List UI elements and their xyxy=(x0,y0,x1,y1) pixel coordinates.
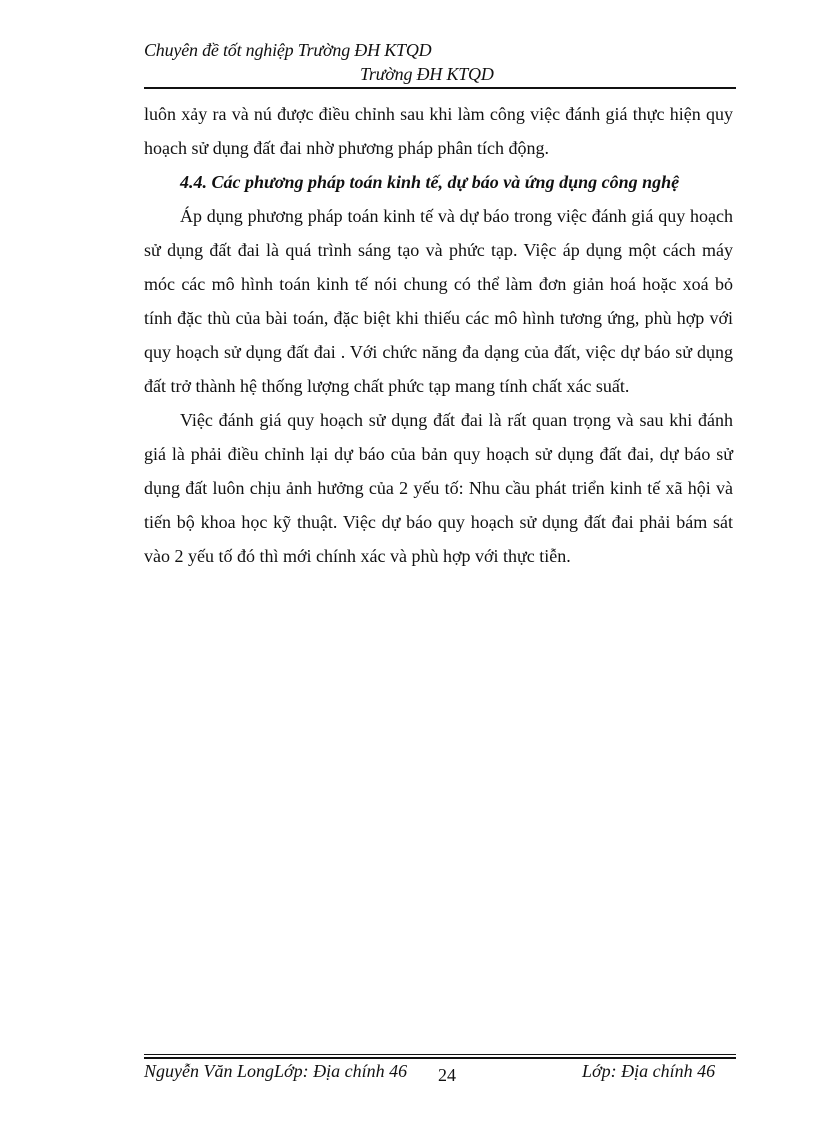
paragraph-evaluation: Việc đánh giá quy hoạch sử dụng đất đai là rất quan trọng và sau khi đánh giá là phải điều chỉnh lại dự báo của bản quy hoạch sử dụng đất đai, dự báo sử dụng đất luôn chịu ảnh hưởng của 2 yếu tố: Nhu cầu phát triển kinh tế xã hội và tiến bộ khoa học kỹ thuật. Việc dự báo quy hoạch sử dụng đất đai phải bám sát vào 2 yếu tố đó thì mới chính xác và phù hợp với thực tiễn. xyxy=(144,410,733,566)
paragraph-continuation: luôn xảy ra và nú được điều chỉnh sau khi làm công việc đánh giá thực hiện quy hoạch sử dụng đất đai nhờ phương pháp phân tích động. xyxy=(144,104,733,158)
footer-divider-thick xyxy=(144,1057,736,1059)
document-body xyxy=(144,97,733,573)
section-heading: 4.4. Các phương pháp toán kinh tế, dự báo và ứng dụng công nghệ xyxy=(180,172,680,192)
footer-divider-thin xyxy=(144,1054,736,1055)
footer-author: Nguyễn Văn LongLớp: Địa chính 46 xyxy=(144,1061,408,1081)
header-divider xyxy=(144,87,736,89)
header-title: Chuyên đề tốt nghiệp Trường ĐH KTQD xyxy=(144,40,432,60)
header-subtitle: Trường ĐH KTQD xyxy=(360,64,494,84)
page-number: 24 xyxy=(438,1065,456,1085)
paragraph-methods: Áp dụng phương pháp toán kinh tế và dự báo trong việc đánh giá quy hoạch sử dụng đất đai là quá trình sáng tạo và phức tạp. Việc áp dụng một cách máy móc các mô hình toán kinh tế nói chung có thể làm đơn giản hoá hoặc xoá bỏ tính đặc thù của bài toán, đặc biệt khi thiếu các mô hình tương ứng, phù hợp với quy hoạch sử dụng đất đai . Với chức năng đa dạng của đất, việc dự báo sử dụng đất trở thành hệ thống lượng chất phức tạp mang tính chất xác suất. xyxy=(144,206,733,396)
footer-class: Lớp: Địa chính 46 xyxy=(582,1061,716,1081)
